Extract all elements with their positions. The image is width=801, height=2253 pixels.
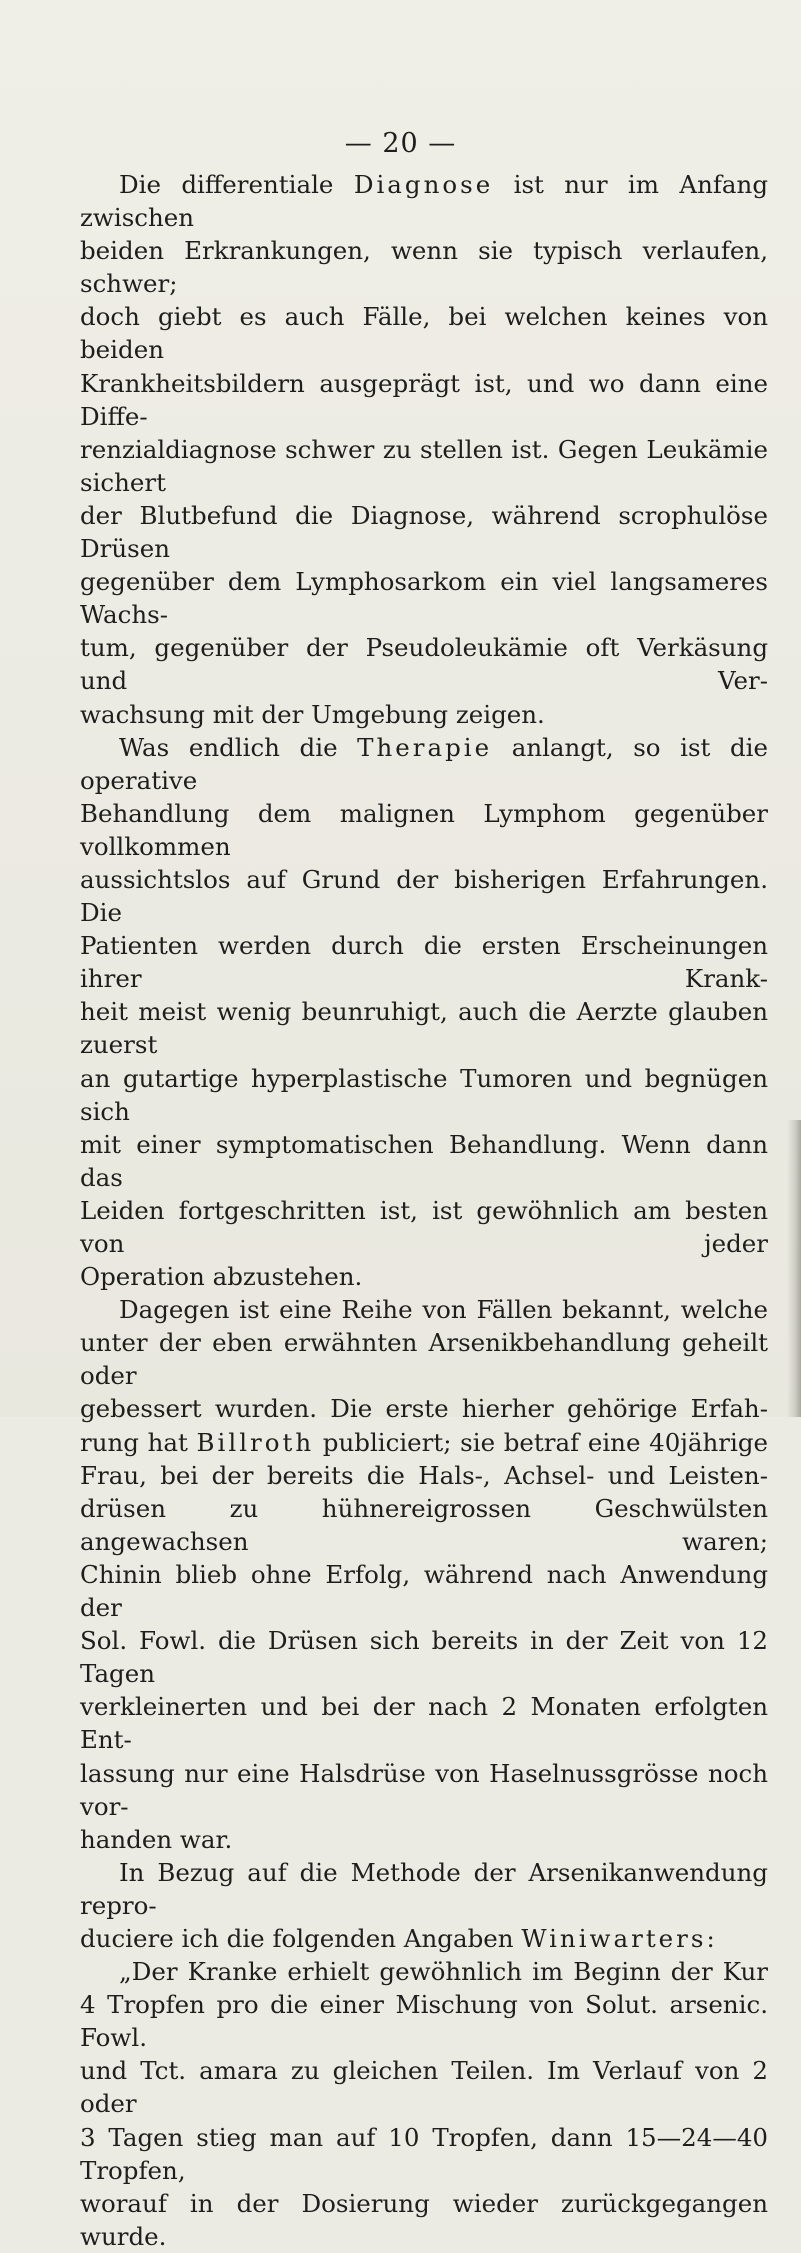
- text-line: Was endlich die Therapie anlangt, so ist die operative: [80, 732, 769, 795]
- text-line: doch giebt es auch Fälle, bei welchen keines von beiden: [80, 302, 768, 365]
- emphasized-word: Therapie: [357, 732, 493, 762]
- page-number: — 20 —: [344, 128, 457, 159]
- text-line: renzialdiagnose schwer zu stellen ist. Gegen Leukämie sichert: [80, 434, 768, 497]
- text-line: gebessert wurden. Die erste hierher gehörige Erfah-: [80, 1394, 768, 1424]
- text-line: tum, gegenüber der Pseudoleukämie oft Verkäsung und Ver-: [80, 633, 768, 696]
- text-line: Dagegen ist eine Reihe von Fällen bekannt, welche: [119, 1295, 768, 1325]
- text-line: In Bezug auf die Methode der Arsenikanwendung repro-: [80, 1857, 768, 1920]
- text-line: Die differentiale Diagnose ist nur im Anfang zwischen: [80, 170, 769, 233]
- page-edge-shadow: [787, 1120, 801, 1417]
- emphasized-word: Billroth: [196, 1427, 315, 1457]
- text-line: aussichtslos auf Grund der bisherigen Erfahrungen. Die: [80, 864, 768, 928]
- emphasized-word: Diagnose: [353, 170, 494, 199]
- text-line: drüsen zu hühnereigrossen Geschwülsten angewachsen waren;: [80, 1493, 768, 1556]
- text-line: mit einer symptomatischen Behandlung. Wenn dann das: [80, 1129, 768, 1192]
- emphasized-word: Winiwarters: [521, 1923, 707, 1953]
- text-line: Operation abzustehen.: [80, 1262, 363, 1292]
- text-line: Patienten werden durch die ersten Erscheinungen ihrer Krank-: [80, 931, 768, 994]
- text-line: 4 Tropfen pro die einer Mischung von Solut. arsenic. Fowl.: [80, 1990, 768, 2053]
- text-line: worauf in der Dosierung wieder zurückgegangen wurde.: [80, 2188, 768, 2251]
- text-line: und Tct. amara zu gleichen Teilen. Im Verlauf von 2 oder: [80, 2056, 768, 2119]
- text-line: Sol. Fowl. die Drüsen sich bereits in der Zeit von 12 Tagen: [80, 1626, 768, 1689]
- text-line: lassung nur eine Halsdrüse von Haselnussgrösse noch vor-: [80, 1758, 768, 1821]
- body-text: [80, 168, 768, 2253]
- text-line: an gutartige hyperplastische Tumoren und begnügen sich: [80, 1063, 768, 1126]
- text-line: verkleinerten und bei der nach 2 Monaten erfolgten Ent-: [80, 1692, 768, 1755]
- text-line: Krankheitsbildern ausgeprägt ist, und wo dann eine Diffe-: [80, 368, 768, 431]
- text-line: heit meist wenig beunruhigt, auch die Aerzte glauben zuerst: [80, 997, 768, 1060]
- text-line: unter der eben erwähnten Arsenikbehandlung geheilt oder: [80, 1328, 768, 1391]
- text-line: Leiden fortgeschritten ist, ist gewöhnlich am besten von jeder: [80, 1195, 768, 1258]
- text-line: handen war.: [80, 1824, 233, 1854]
- text-line: rung hat Billroth publiciert; sie betraf eine 40jährige: [80, 1427, 768, 1457]
- text-line: der Blutbefund die Diagnose, während scrophulöse Drüsen: [80, 500, 768, 564]
- text-line: beiden Erkrankungen, wenn sie typisch verlaufen, schwer;: [80, 236, 768, 299]
- text-line: „Der Kranke erhielt gewöhnlich im Beginn der Kur: [119, 1957, 768, 1987]
- text-line: 3 Tagen stieg man auf 10 Tropfen, dann 15—24—40 Tropfen,: [80, 2122, 768, 2185]
- text-line: Chinin blieb ohne Erfolg, während nach Anwendung der: [80, 1559, 768, 1623]
- text-line: duciere ich die folgenden Angaben Winiwarters:: [80, 1923, 715, 1953]
- text-line: Frau, bei der bereits die Hals-, Achsel- und Leisten-: [80, 1460, 768, 1490]
- text-line: wachsung mit der Umgebung zeigen.: [80, 699, 545, 729]
- text-line: Behandlung dem malignen Lymphom gegenüber vollkommen: [80, 798, 768, 861]
- text-line: gegenüber dem Lymphosarkom ein viel langsameres Wachs-: [80, 567, 768, 630]
